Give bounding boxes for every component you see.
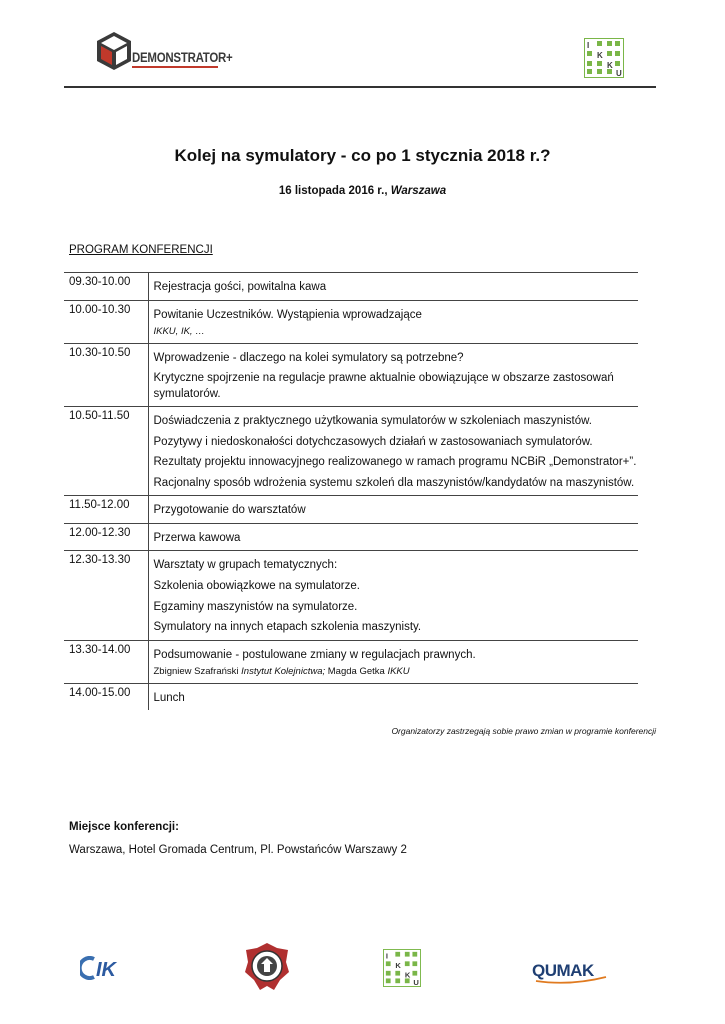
university-emblem [244, 942, 290, 992]
speaker-institution: IKKU [387, 666, 410, 678]
description-cell [148, 407, 638, 496]
description-line: Lunch [153, 691, 185, 704]
description-line: Rejestracja gości, powitalna kawa [153, 281, 327, 293]
page-header [64, 28, 656, 90]
time-cell: 14.00-15.00 [64, 683, 148, 710]
schedule-row [64, 343, 638, 407]
time-cell: 10.50-11.50 [64, 407, 148, 496]
description-cell [148, 551, 638, 640]
description-line: Powitanie Uczestników. Wystąpienia wprowadzające [153, 308, 422, 321]
time-cell: 12.00-12.30 [64, 523, 148, 551]
ikku-letter-4: U [413, 978, 419, 988]
program-heading: PROGRAM KONFERENCJI [69, 244, 213, 256]
demonstrator-logo-text: DEMONSTRATOR+ [132, 50, 233, 65]
description-cell [148, 523, 638, 551]
schedule-row [64, 407, 638, 496]
description-line: Podsumowanie - postulowane zmiany w regulacjach prawnych. [153, 648, 476, 661]
description-cell [148, 640, 638, 683]
description-cell [148, 683, 638, 710]
speakers-line [154, 326, 639, 339]
description-line: Doświadczenia z praktycznego użytkowania symulatorów w szkoleniach maszynistów. [153, 415, 592, 428]
speakers-text: IKKU, IK, … [153, 326, 205, 338]
qumak-logo-text: QUMAK [532, 961, 594, 980]
description-cell [148, 273, 638, 301]
schedule-row [64, 300, 638, 343]
description-line: Egzaminy maszynistów na symulatorze. [153, 600, 358, 613]
time-cell: 10.00-10.30 [64, 300, 148, 343]
schedule-row [64, 273, 638, 301]
description-line: Szkolenia obowiązkowe na symulatorze. [153, 580, 360, 592]
description-line: Pozytywy i niedoskonałości dotychczasowych działań w zastosowaniach symulatorów. [153, 435, 593, 448]
schedule-row [64, 551, 638, 640]
description-cell [148, 496, 638, 524]
schedule-row [64, 683, 638, 710]
description-line: Wprowadzenie - dlaczego na kolei symulatory są potrzebne? [153, 351, 464, 364]
description-line: Rezultaty projektu innowacyjnego realizowanego w ramach programu NCBiR „Demonstrator+”. [153, 456, 637, 469]
description-cell [148, 300, 638, 343]
ikku-letter-2: K [597, 51, 603, 60]
demonstrator-logo [94, 28, 234, 80]
description-line: Krytyczne spojrzenie na regulacje prawne aktualnie obowiązujące w obszarze zastosowań symulatorów. [153, 372, 614, 400]
time-cell: 12.30-13.30 [64, 551, 148, 640]
ikku-letter-2: K [395, 961, 401, 970]
qumak-logo [530, 956, 616, 986]
ikku-letter-3: K [607, 61, 613, 70]
schedule-row [64, 496, 638, 524]
schedule-row [64, 523, 638, 551]
time-cell: 10.30-10.50 [64, 343, 148, 407]
page-title: Kolej na symulatory - co po 1 stycznia 2018 r.? [174, 146, 551, 165]
description-line: Racjonalny sposób wdrożenia systemu szkoleń dla maszynistów/kandydatów na maszynistów. [153, 476, 635, 489]
time-cell: 13.30-14.00 [64, 640, 148, 683]
header-divider [64, 86, 656, 88]
description-line: Przygotowanie do warsztatów [153, 504, 306, 517]
venue-address: Warszawa, Hotel Gromada Centrum, Pl. Powstańców Warszawy 2 [69, 844, 407, 856]
venue-label: Miejsce konferencji: [69, 821, 179, 833]
time-cell: 11.50-12.00 [64, 496, 148, 524]
schedule-table [64, 272, 638, 710]
speakers-line [154, 666, 639, 679]
description-cell [148, 343, 638, 407]
ikku-letter-1: I [587, 41, 590, 50]
description-line: Przerwa kawowa [153, 531, 241, 544]
ikku-footer-logo [383, 948, 421, 988]
ik-logo-text: IK [96, 959, 116, 980]
ikku-letter-3: K [404, 970, 411, 980]
ikku-letter-1: I [385, 951, 388, 961]
event-date-location [0, 185, 725, 197]
logo-underline [132, 66, 218, 68]
description-line: Symulatory na innych etapach szkolenia maszynisty. [153, 621, 422, 634]
cube-icon [94, 30, 134, 74]
ikku-letter-4: U [616, 69, 622, 78]
event-date: 16 listopada 2016 r., [278, 185, 391, 197]
description-line: Warsztaty w grupach tematycznych: [153, 559, 338, 572]
schedule-row [64, 640, 638, 683]
speaker-institution: Instytut Kolejnictwa; [241, 666, 326, 678]
speaker-name: Magda Getka [325, 666, 388, 678]
changes-note: Organizatorzy zastrzegają sobie prawo zmian w programie konferencji [391, 726, 656, 736]
ik-logo [80, 956, 140, 980]
speaker-name: Zbigniew Szafrański [153, 666, 242, 678]
ikku-logo [584, 38, 624, 78]
sponsor-logos [0, 940, 725, 1000]
time-cell: 09.30-10.00 [64, 273, 148, 301]
event-city: Warszawa [390, 185, 447, 197]
